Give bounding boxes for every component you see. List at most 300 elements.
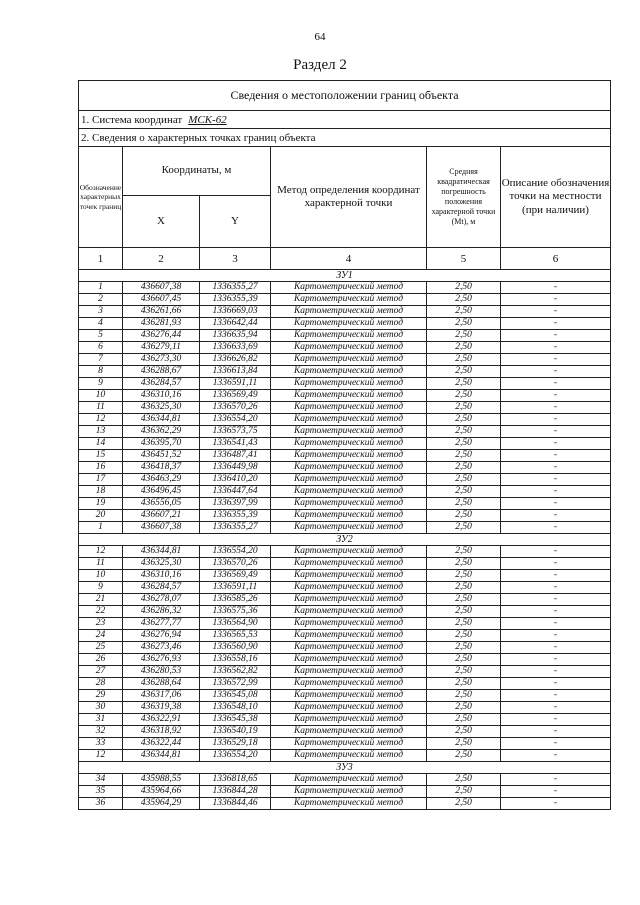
description-cell: - (501, 570, 611, 582)
y-coordinate-cell: 1336633,69 (200, 342, 271, 354)
y-coordinate-cell: 1336449,98 (200, 462, 271, 474)
table-row (79, 726, 611, 738)
method-cell: Картометрический метод (271, 414, 427, 426)
group-header-row (79, 270, 611, 282)
method-cell: Картометрический метод (271, 342, 427, 354)
x-coordinate-cell: 436284,57 (123, 378, 200, 390)
table-row (79, 606, 611, 618)
group-name: ЗУ2 (79, 534, 611, 546)
description-cell: - (501, 306, 611, 318)
table-row (79, 474, 611, 486)
point-number-cell: 2 (79, 294, 123, 306)
y-coordinate-cell: 1336575,36 (200, 606, 271, 618)
table-row (79, 774, 611, 786)
method-cell: Картометрический метод (271, 594, 427, 606)
header-coordinates: Координаты, м (123, 147, 271, 196)
point-number-cell: 17 (79, 474, 123, 486)
method-cell: Картометрический метод (271, 510, 427, 522)
error-cell: 2,50 (427, 642, 501, 654)
y-coordinate-cell: 1336569,49 (200, 390, 271, 402)
x-coordinate-cell: 436281,93 (123, 318, 200, 330)
group-header-row (79, 762, 611, 774)
error-cell: 2,50 (427, 366, 501, 378)
point-number-cell: 3 (79, 306, 123, 318)
point-number-cell: 26 (79, 654, 123, 666)
description-cell: - (501, 774, 611, 786)
method-cell: Картометрический метод (271, 558, 427, 570)
header-y: Y (200, 196, 271, 248)
point-number-cell: 9 (79, 582, 123, 594)
point-number-cell: 24 (79, 630, 123, 642)
page-number: 64 (314, 31, 326, 43)
description-cell: - (501, 462, 611, 474)
description-cell: - (501, 666, 611, 678)
error-cell: 2,50 (427, 354, 501, 366)
y-coordinate-cell: 1336585,26 (200, 594, 271, 606)
x-coordinate-cell: 436322,44 (123, 738, 200, 750)
table-row (79, 618, 611, 630)
table-row (79, 582, 611, 594)
x-coordinate-cell: 436278,07 (123, 594, 200, 606)
error-cell: 2,50 (427, 414, 501, 426)
method-cell: Картометрический метод (271, 294, 427, 306)
description-cell: - (501, 438, 611, 450)
error-cell: 2,50 (427, 486, 501, 498)
table-row (79, 330, 611, 342)
error-cell: 2,50 (427, 690, 501, 702)
method-cell: Картометрический метод (271, 462, 427, 474)
point-number-cell: 36 (79, 798, 123, 810)
method-cell: Картометрический метод (271, 582, 427, 594)
method-cell: Картометрический метод (271, 522, 427, 534)
y-coordinate-cell: 1336540,19 (200, 726, 271, 738)
column-number: 5 (427, 248, 501, 270)
method-cell: Картометрический метод (271, 654, 427, 666)
error-cell: 2,50 (427, 726, 501, 738)
error-cell: 2,50 (427, 714, 501, 726)
y-coordinate-cell: 1336573,75 (200, 426, 271, 438)
point-number-cell: 35 (79, 786, 123, 798)
method-cell: Картометрический метод (271, 774, 427, 786)
method-cell: Картометрический метод (271, 426, 427, 438)
x-coordinate-cell: 436273,30 (123, 354, 200, 366)
x-coordinate-cell: 435964,29 (123, 798, 200, 810)
table-row (79, 690, 611, 702)
point-number-cell: 31 (79, 714, 123, 726)
description-cell: - (501, 678, 611, 690)
x-coordinate-cell: 436463,29 (123, 474, 200, 486)
method-cell: Картометрический метод (271, 738, 427, 750)
error-cell: 2,50 (427, 678, 501, 690)
table-row (79, 630, 611, 642)
method-cell: Картометрический метод (271, 318, 427, 330)
y-coordinate-cell: 1336844,46 (200, 798, 271, 810)
method-cell: Картометрический метод (271, 486, 427, 498)
y-coordinate-cell: 1336554,20 (200, 750, 271, 762)
x-coordinate-cell: 436344,81 (123, 546, 200, 558)
table-row (79, 702, 611, 714)
description-cell: - (501, 366, 611, 378)
x-coordinate-cell: 436344,81 (123, 750, 200, 762)
column-number: 6 (501, 248, 611, 270)
point-number-cell: 12 (79, 750, 123, 762)
error-cell: 2,50 (427, 438, 501, 450)
error-cell: 2,50 (427, 402, 501, 414)
column-number: 3 (200, 248, 271, 270)
error-cell: 2,50 (427, 510, 501, 522)
x-coordinate-cell: 436310,16 (123, 570, 200, 582)
error-cell: 2,50 (427, 582, 501, 594)
x-coordinate-cell: 435988,55 (123, 774, 200, 786)
y-coordinate-cell: 1336487,41 (200, 450, 271, 462)
error-cell: 2,50 (427, 750, 501, 762)
table-row (79, 498, 611, 510)
description-cell: - (501, 654, 611, 666)
point-number-cell: 19 (79, 498, 123, 510)
description-cell: - (501, 558, 611, 570)
x-coordinate-cell: 436607,38 (123, 282, 200, 294)
table-row (79, 294, 611, 306)
point-number-cell: 11 (79, 558, 123, 570)
x-coordinate-cell: 436556,05 (123, 498, 200, 510)
y-coordinate-cell: 1336548,10 (200, 702, 271, 714)
y-coordinate-cell: 1336558,16 (200, 654, 271, 666)
header-designation: Обозначение характерных точек границ (79, 147, 123, 248)
y-coordinate-cell: 1336569,49 (200, 570, 271, 582)
x-coordinate-cell: 436280,53 (123, 666, 200, 678)
table-row (79, 282, 611, 294)
error-cell: 2,50 (427, 522, 501, 534)
y-coordinate-cell: 1336626,82 (200, 354, 271, 366)
section-title: Раздел 2 (293, 57, 347, 73)
error-cell: 2,50 (427, 342, 501, 354)
y-coordinate-cell: 1336554,20 (200, 546, 271, 558)
description-cell: - (501, 414, 611, 426)
point-number-cell: 29 (79, 690, 123, 702)
y-coordinate-cell: 1336635,94 (200, 330, 271, 342)
x-coordinate-cell: 436284,57 (123, 582, 200, 594)
group-header-row (79, 534, 611, 546)
point-number-cell: 34 (79, 774, 123, 786)
description-cell: - (501, 474, 611, 486)
y-coordinate-cell: 1336564,90 (200, 618, 271, 630)
method-cell: Картометрический метод (271, 438, 427, 450)
y-coordinate-cell: 1336355,39 (200, 510, 271, 522)
x-coordinate-cell: 436325,30 (123, 402, 200, 414)
error-cell: 2,50 (427, 462, 501, 474)
point-number-cell: 21 (79, 594, 123, 606)
description-cell: - (501, 318, 611, 330)
table-row (79, 654, 611, 666)
point-number-cell: 18 (79, 486, 123, 498)
description-cell: - (501, 714, 611, 726)
table-row (79, 522, 611, 534)
coord-system-label: 1. Система координат (81, 113, 183, 126)
x-coordinate-cell: 436276,93 (123, 654, 200, 666)
method-cell: Картометрический метод (271, 702, 427, 714)
description-cell: - (501, 522, 611, 534)
point-number-cell: 13 (79, 426, 123, 438)
point-number-cell: 25 (79, 642, 123, 654)
point-number-cell: 32 (79, 726, 123, 738)
error-cell: 2,50 (427, 390, 501, 402)
y-coordinate-cell: 1336642,44 (200, 318, 271, 330)
description-cell: - (501, 426, 611, 438)
method-cell: Картометрический метод (271, 546, 427, 558)
method-cell: Картометрический метод (271, 798, 427, 810)
error-cell: 2,50 (427, 294, 501, 306)
method-cell: Картометрический метод (271, 666, 427, 678)
method-cell: Картометрический метод (271, 390, 427, 402)
header-method: Метод определения координат характерной точки (271, 147, 427, 248)
point-number-cell: 7 (79, 354, 123, 366)
point-number-cell: 12 (79, 414, 123, 426)
x-coordinate-cell: 436418,37 (123, 462, 200, 474)
table-row (79, 798, 611, 810)
x-coordinate-cell: 436318,92 (123, 726, 200, 738)
table-row (79, 438, 611, 450)
table-row (79, 786, 611, 798)
x-coordinate-cell: 436607,38 (123, 522, 200, 534)
description-cell: - (501, 510, 611, 522)
error-cell: 2,50 (427, 786, 501, 798)
point-number-cell: 6 (79, 342, 123, 354)
x-coordinate-cell: 436322,91 (123, 714, 200, 726)
y-coordinate-cell: 1336541,43 (200, 438, 271, 450)
table-row (79, 558, 611, 570)
table-row (79, 402, 611, 414)
description-cell: - (501, 702, 611, 714)
method-cell: Картометрический метод (271, 726, 427, 738)
point-number-cell: 5 (79, 330, 123, 342)
description-cell: - (501, 402, 611, 414)
x-coordinate-cell: 436451,52 (123, 450, 200, 462)
description-cell: - (501, 786, 611, 798)
coord-system-row (79, 111, 611, 129)
table-row (79, 546, 611, 558)
y-coordinate-cell: 1336529,18 (200, 738, 271, 750)
error-cell: 2,50 (427, 282, 501, 294)
point-number-cell: 12 (79, 546, 123, 558)
x-coordinate-cell: 436496,45 (123, 486, 200, 498)
point-number-cell: 4 (79, 318, 123, 330)
point-number-cell: 16 (79, 462, 123, 474)
x-coordinate-cell: 436261,66 (123, 306, 200, 318)
y-coordinate-cell: 1336560,90 (200, 642, 271, 654)
error-cell: 2,50 (427, 306, 501, 318)
y-coordinate-cell: 1336572,99 (200, 678, 271, 690)
error-cell: 2,50 (427, 738, 501, 750)
x-coordinate-cell: 436395,70 (123, 438, 200, 450)
y-coordinate-cell: 1336410,20 (200, 474, 271, 486)
method-cell: Картометрический метод (271, 450, 427, 462)
error-cell: 2,50 (427, 546, 501, 558)
method-cell: Картометрический метод (271, 690, 427, 702)
method-cell: Картометрический метод (271, 402, 427, 414)
group-name: ЗУ1 (79, 270, 611, 282)
error-cell: 2,50 (427, 798, 501, 810)
description-cell: - (501, 390, 611, 402)
description-cell: - (501, 690, 611, 702)
x-coordinate-cell: 436279,11 (123, 342, 200, 354)
point-number-cell: 15 (79, 450, 123, 462)
method-cell: Картометрический метод (271, 678, 427, 690)
y-coordinate-cell: 1336591,11 (200, 378, 271, 390)
x-coordinate-cell: 436317,06 (123, 690, 200, 702)
x-coordinate-cell: 436288,67 (123, 366, 200, 378)
y-coordinate-cell: 1336570,26 (200, 558, 271, 570)
y-coordinate-cell: 1336545,38 (200, 714, 271, 726)
method-cell: Картометрический метод (271, 366, 427, 378)
method-cell: Картометрический метод (271, 714, 427, 726)
y-coordinate-cell: 1336669,03 (200, 306, 271, 318)
table-row (79, 414, 611, 426)
method-cell: Картометрический метод (271, 618, 427, 630)
error-cell: 2,50 (427, 318, 501, 330)
description-cell: - (501, 282, 611, 294)
table-row (79, 750, 611, 762)
error-cell: 2,50 (427, 702, 501, 714)
description-cell: - (501, 546, 611, 558)
x-coordinate-cell: 436607,21 (123, 510, 200, 522)
description-cell: - (501, 750, 611, 762)
method-cell: Картометрический метод (271, 750, 427, 762)
table-row (79, 462, 611, 474)
description-cell: - (501, 618, 611, 630)
group-name: ЗУ3 (79, 762, 611, 774)
point-number-cell: 1 (79, 282, 123, 294)
method-cell: Картометрический метод (271, 378, 427, 390)
description-cell: - (501, 726, 611, 738)
point-number-cell: 27 (79, 666, 123, 678)
description-cell: - (501, 342, 611, 354)
x-coordinate-cell: 436277,77 (123, 618, 200, 630)
description-cell: - (501, 330, 611, 342)
point-number-cell: 14 (79, 438, 123, 450)
error-cell: 2,50 (427, 570, 501, 582)
point-number-cell: 20 (79, 510, 123, 522)
point-number-cell: 8 (79, 366, 123, 378)
y-coordinate-cell: 1336818,65 (200, 774, 271, 786)
description-cell: - (501, 582, 611, 594)
table-row (79, 714, 611, 726)
x-coordinate-cell: 436344,81 (123, 414, 200, 426)
column-number: 1 (79, 248, 123, 270)
y-coordinate-cell: 1336355,27 (200, 282, 271, 294)
x-coordinate-cell: 436286,32 (123, 606, 200, 618)
description-cell: - (501, 738, 611, 750)
description-cell: - (501, 642, 611, 654)
y-coordinate-cell: 1336447,64 (200, 486, 271, 498)
column-number: 2 (123, 248, 200, 270)
y-coordinate-cell: 1336355,27 (200, 522, 271, 534)
error-cell: 2,50 (427, 426, 501, 438)
description-cell: - (501, 354, 611, 366)
description-cell: - (501, 798, 611, 810)
x-coordinate-cell: 436325,30 (123, 558, 200, 570)
header-error: Средняя квадратическая погрешность положения характерной точки (Mt), м (427, 147, 501, 248)
error-cell: 2,50 (427, 630, 501, 642)
method-cell: Картометрический метод (271, 642, 427, 654)
method-cell: Картометрический метод (271, 630, 427, 642)
error-cell: 2,50 (427, 498, 501, 510)
description-cell: - (501, 594, 611, 606)
coord-system-value: МСК-62 (188, 113, 227, 126)
table-row (79, 738, 611, 750)
description-cell: - (501, 498, 611, 510)
table-row (79, 450, 611, 462)
error-cell: 2,50 (427, 654, 501, 666)
method-cell: Картометрический метод (271, 570, 427, 582)
table-row (79, 570, 611, 582)
y-coordinate-cell: 1336613,84 (200, 366, 271, 378)
error-cell: 2,50 (427, 594, 501, 606)
table-row (79, 426, 611, 438)
point-number-cell: 22 (79, 606, 123, 618)
x-coordinate-cell: 436362,29 (123, 426, 200, 438)
error-cell: 2,50 (427, 450, 501, 462)
error-cell: 2,50 (427, 474, 501, 486)
point-number-cell: 10 (79, 390, 123, 402)
x-coordinate-cell: 436607,45 (123, 294, 200, 306)
point-number-cell: 10 (79, 570, 123, 582)
y-coordinate-cell: 1336844,28 (200, 786, 271, 798)
y-coordinate-cell: 1336591,11 (200, 582, 271, 594)
table-row (79, 378, 611, 390)
description-cell: - (501, 606, 611, 618)
table-row (79, 306, 611, 318)
error-cell: 2,50 (427, 618, 501, 630)
x-coordinate-cell: 436319,38 (123, 702, 200, 714)
table-row (79, 354, 611, 366)
point-number-cell: 30 (79, 702, 123, 714)
points-section-label: 2. Сведения о характерных точках границ объекта (79, 129, 611, 147)
column-number: 4 (271, 248, 427, 270)
x-coordinate-cell: 436288,64 (123, 678, 200, 690)
table-row (79, 510, 611, 522)
description-cell: - (501, 486, 611, 498)
method-cell: Картометрический метод (271, 306, 427, 318)
point-number-cell: 11 (79, 402, 123, 414)
error-cell: 2,50 (427, 666, 501, 678)
method-cell: Картометрический метод (271, 330, 427, 342)
header-description: Описание обозначения точки на местности (при наличии) (501, 147, 611, 248)
boundary-points-table (78, 80, 611, 810)
table-row (79, 390, 611, 402)
point-number-cell: 1 (79, 522, 123, 534)
method-cell: Картометрический метод (271, 498, 427, 510)
point-number-cell: 9 (79, 378, 123, 390)
table-row (79, 594, 611, 606)
error-cell: 2,50 (427, 330, 501, 342)
error-cell: 2,50 (427, 774, 501, 786)
point-number-cell: 23 (79, 618, 123, 630)
x-coordinate-cell: 436276,94 (123, 630, 200, 642)
description-cell: - (501, 630, 611, 642)
y-coordinate-cell: 1336570,26 (200, 402, 271, 414)
x-coordinate-cell: 436276,44 (123, 330, 200, 342)
y-coordinate-cell: 1336565,53 (200, 630, 271, 642)
table-row (79, 366, 611, 378)
point-number-cell: 33 (79, 738, 123, 750)
method-cell: Картометрический метод (271, 474, 427, 486)
error-cell: 2,50 (427, 606, 501, 618)
x-coordinate-cell: 436310,16 (123, 390, 200, 402)
method-cell: Картометрический метод (271, 354, 427, 366)
table-row (79, 342, 611, 354)
description-cell: - (501, 378, 611, 390)
table-row (79, 642, 611, 654)
